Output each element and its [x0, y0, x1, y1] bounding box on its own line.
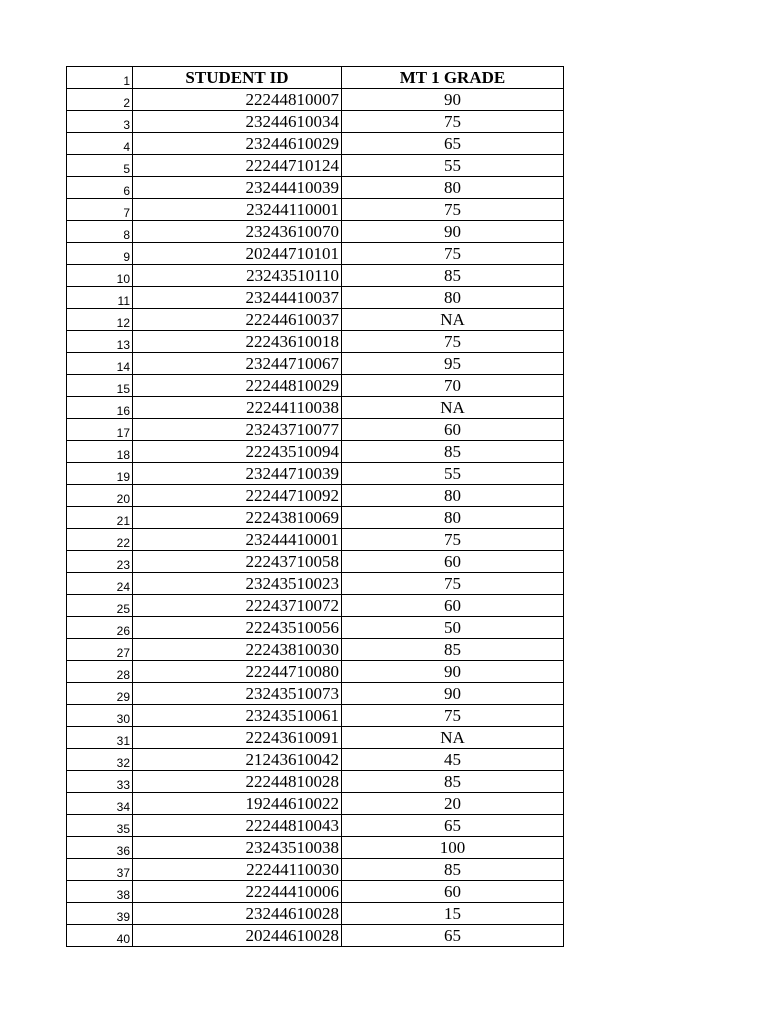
table-row — [67, 221, 564, 243]
row-number: 31 — [67, 727, 133, 749]
grade-cell: NA — [342, 727, 564, 749]
grade-cell: 80 — [342, 177, 564, 199]
table-row — [67, 353, 564, 375]
student-id-cell: 22243610091 — [133, 727, 342, 749]
student-id-cell: 22244110030 — [133, 859, 342, 881]
row-number: 11 — [67, 287, 133, 309]
table-row — [67, 573, 564, 595]
student-id-cell: 23244410037 — [133, 287, 342, 309]
row-number: 24 — [67, 573, 133, 595]
table-body — [67, 89, 564, 947]
grade-cell: 75 — [342, 705, 564, 727]
table-row — [67, 815, 564, 837]
grade-cell: 50 — [342, 617, 564, 639]
row-number: 33 — [67, 771, 133, 793]
student-id-cell: 23244410039 — [133, 177, 342, 199]
row-number: 4 — [67, 133, 133, 155]
student-id-cell: 22243810069 — [133, 507, 342, 529]
row-number: 17 — [67, 419, 133, 441]
student-id-cell: 23244710039 — [133, 463, 342, 485]
grade-cell: 55 — [342, 155, 564, 177]
table-row — [67, 485, 564, 507]
table-row — [67, 837, 564, 859]
table-row — [67, 617, 564, 639]
grade-cell: 85 — [342, 265, 564, 287]
grade-cell: 95 — [342, 353, 564, 375]
student-id-cell: 23243610070 — [133, 221, 342, 243]
row-number: 23 — [67, 551, 133, 573]
row-number: 26 — [67, 617, 133, 639]
student-id-cell: 20244710101 — [133, 243, 342, 265]
student-id-cell: 22244810043 — [133, 815, 342, 837]
grade-cell: NA — [342, 309, 564, 331]
row-number: 22 — [67, 529, 133, 551]
student-id-cell: 23244410001 — [133, 529, 342, 551]
grade-cell: 75 — [342, 199, 564, 221]
row-number: 1 — [67, 67, 133, 89]
grade-cell: 80 — [342, 507, 564, 529]
table-row — [67, 551, 564, 573]
student-id-cell: 22243810030 — [133, 639, 342, 661]
student-id-cell: 22243710058 — [133, 551, 342, 573]
row-number: 7 — [67, 199, 133, 221]
row-number: 2 — [67, 89, 133, 111]
grade-cell: 85 — [342, 639, 564, 661]
grade-cell: 75 — [342, 331, 564, 353]
grade-cell: 100 — [342, 837, 564, 859]
student-id-cell: 21243610042 — [133, 749, 342, 771]
table-row — [67, 89, 564, 111]
table-row — [67, 155, 564, 177]
row-number: 37 — [67, 859, 133, 881]
grade-cell: 15 — [342, 903, 564, 925]
table-row — [67, 661, 564, 683]
student-id-cell: 23243510038 — [133, 837, 342, 859]
student-id-cell: 22244610037 — [133, 309, 342, 331]
row-number: 15 — [67, 375, 133, 397]
table-row — [67, 265, 564, 287]
row-number: 32 — [67, 749, 133, 771]
table-row — [67, 331, 564, 353]
row-number: 5 — [67, 155, 133, 177]
student-id-cell: 22244810029 — [133, 375, 342, 397]
grade-cell: 90 — [342, 683, 564, 705]
table-row — [67, 375, 564, 397]
student-id-cell: 22244710080 — [133, 661, 342, 683]
student-id-cell: 23243510061 — [133, 705, 342, 727]
grade-cell: 90 — [342, 661, 564, 683]
table-row — [67, 309, 564, 331]
student-id-cell: 22244710092 — [133, 485, 342, 507]
table-row — [67, 793, 564, 815]
table-row — [67, 419, 564, 441]
row-number: 36 — [67, 837, 133, 859]
grade-cell: 75 — [342, 243, 564, 265]
row-number: 18 — [67, 441, 133, 463]
grade-header: MT 1 GRADE — [342, 67, 564, 89]
student-id-cell: 23243710077 — [133, 419, 342, 441]
student-id-cell: 22243610018 — [133, 331, 342, 353]
table-row — [67, 771, 564, 793]
table-row — [67, 243, 564, 265]
grade-cell: 80 — [342, 287, 564, 309]
row-number: 39 — [67, 903, 133, 925]
table-row — [67, 111, 564, 133]
table-row — [67, 177, 564, 199]
student-id-cell: 22243510056 — [133, 617, 342, 639]
grade-cell: 90 — [342, 221, 564, 243]
row-number: 28 — [67, 661, 133, 683]
grade-cell: 65 — [342, 925, 564, 947]
student-id-cell: 23244610029 — [133, 133, 342, 155]
grade-cell: 80 — [342, 485, 564, 507]
table-row — [67, 287, 564, 309]
table-row — [67, 133, 564, 155]
grade-cell: 85 — [342, 441, 564, 463]
header-row — [67, 67, 564, 89]
row-number: 3 — [67, 111, 133, 133]
student-id-cell: 19244610022 — [133, 793, 342, 815]
grade-cell: 65 — [342, 133, 564, 155]
table-row — [67, 683, 564, 705]
student-id-cell: 22243510094 — [133, 441, 342, 463]
grade-cell: 60 — [342, 881, 564, 903]
table-row — [67, 925, 564, 947]
student-id-cell: 22244110038 — [133, 397, 342, 419]
table-row — [67, 639, 564, 661]
student-id-cell: 22244810028 — [133, 771, 342, 793]
row-number: 25 — [67, 595, 133, 617]
grade-cell: 20 — [342, 793, 564, 815]
table-row — [67, 903, 564, 925]
table-row — [67, 199, 564, 221]
grade-cell: NA — [342, 397, 564, 419]
student-id-cell: 22244810007 — [133, 89, 342, 111]
student-id-cell: 23244610028 — [133, 903, 342, 925]
student-id-cell: 23243510110 — [133, 265, 342, 287]
table-row — [67, 463, 564, 485]
row-number: 14 — [67, 353, 133, 375]
table-row — [67, 881, 564, 903]
student-id-cell: 23243510073 — [133, 683, 342, 705]
row-number: 21 — [67, 507, 133, 529]
row-number: 29 — [67, 683, 133, 705]
row-number: 34 — [67, 793, 133, 815]
grade-cell: 60 — [342, 419, 564, 441]
grade-cell: 75 — [342, 529, 564, 551]
row-number: 27 — [67, 639, 133, 661]
row-number: 30 — [67, 705, 133, 727]
grade-cell: 45 — [342, 749, 564, 771]
row-number: 13 — [67, 331, 133, 353]
table-row — [67, 705, 564, 727]
row-number: 9 — [67, 243, 133, 265]
row-number: 6 — [67, 177, 133, 199]
grade-cell: 60 — [342, 595, 564, 617]
row-number: 19 — [67, 463, 133, 485]
table-row — [67, 727, 564, 749]
row-number: 20 — [67, 485, 133, 507]
row-number: 8 — [67, 221, 133, 243]
grade-cell: 85 — [342, 859, 564, 881]
student-id-cell: 22244410006 — [133, 881, 342, 903]
table-row — [67, 441, 564, 463]
grade-cell: 65 — [342, 815, 564, 837]
table-row — [67, 749, 564, 771]
table-row — [67, 595, 564, 617]
grade-cell: 75 — [342, 573, 564, 595]
student-id-cell: 23244110001 — [133, 199, 342, 221]
row-number: 12 — [67, 309, 133, 331]
student-id-cell: 22244710124 — [133, 155, 342, 177]
grade-cell: 70 — [342, 375, 564, 397]
grade-cell: 60 — [342, 551, 564, 573]
student-id-header: STUDENT ID — [133, 67, 342, 89]
grade-cell: 55 — [342, 463, 564, 485]
student-id-cell: 23244710067 — [133, 353, 342, 375]
row-number: 16 — [67, 397, 133, 419]
table-row — [67, 859, 564, 881]
table-row — [67, 397, 564, 419]
student-id-cell: 20244610028 — [133, 925, 342, 947]
grade-cell: 85 — [342, 771, 564, 793]
row-number: 40 — [67, 925, 133, 947]
student-id-cell: 23243510023 — [133, 573, 342, 595]
student-id-cell: 22243710072 — [133, 595, 342, 617]
grade-cell: 75 — [342, 111, 564, 133]
row-number: 35 — [67, 815, 133, 837]
grade-cell: 90 — [342, 89, 564, 111]
student-id-cell: 23244610034 — [133, 111, 342, 133]
table-row — [67, 529, 564, 551]
row-number: 10 — [67, 265, 133, 287]
row-number: 38 — [67, 881, 133, 903]
table-row — [67, 507, 564, 529]
grades-table — [66, 66, 564, 947]
